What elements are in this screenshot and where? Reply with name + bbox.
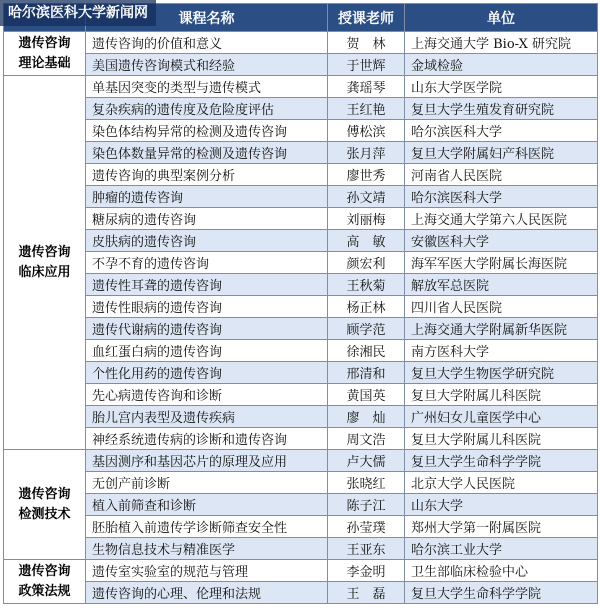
unit-cell: 哈尔滨医科大学	[405, 186, 598, 208]
table-row	[4, 362, 598, 384]
table-row	[4, 142, 598, 164]
table-row	[4, 32, 598, 54]
course-cell: 个性化用药的遗传咨询	[86, 362, 328, 384]
unit-cell: 哈尔滨工业大学	[405, 538, 598, 560]
category-label-line: 遗传咨询	[18, 35, 71, 51]
table-row	[4, 472, 598, 494]
table-row	[4, 120, 598, 142]
table-row	[4, 494, 598, 516]
category-label-line: 政策法规	[18, 583, 71, 599]
category-label-line: 遗传咨询	[18, 563, 71, 579]
teacher-cell: 孙文靖	[328, 186, 405, 208]
unit-cell: 复旦大学生物医学研究院	[405, 362, 598, 384]
course-cell: 遗传室实验室的规范与管理	[86, 560, 328, 582]
teacher-cell: 王亚东	[328, 538, 405, 560]
unit-cell: 安徽医科大学	[405, 230, 598, 252]
course-cell: 复杂疾病的遗传度及危险度评估	[86, 98, 328, 120]
teacher-cell: 刘丽梅	[328, 208, 405, 230]
course-table	[3, 3, 598, 604]
teacher-cell: 王秋菊	[328, 274, 405, 296]
unit-cell: 金域检验	[405, 54, 598, 76]
course-cell: 血红蛋白病的遗传咨询	[86, 340, 328, 362]
course-cell: 胎儿宫内表型及遗传疾病	[86, 406, 328, 428]
teacher-cell: 龚瑶琴	[328, 76, 405, 98]
category-cell	[4, 32, 86, 76]
teacher-cell: 李金明	[328, 560, 405, 582]
teacher-cell: 廖 灿	[328, 406, 405, 428]
unit-cell: 复旦大学生命科学学院	[405, 582, 598, 604]
teacher-cell: 贺 林	[328, 32, 405, 54]
unit-cell: 复旦大学生命科学学院	[405, 450, 598, 472]
unit-cell: 海军军医大学附属长海医院	[405, 252, 598, 274]
table-row	[4, 54, 598, 76]
course-cell: 不孕不育的遗传咨询	[86, 252, 328, 274]
course-cell: 神经系统遗传病的诊断和遗传咨询	[86, 428, 328, 450]
table-row	[4, 208, 598, 230]
table-row	[4, 582, 598, 604]
course-cell: 无创产前诊断	[86, 472, 328, 494]
course-cell: 皮肤病的遗传咨询	[86, 230, 328, 252]
course-cell: 肿瘤的遗传咨询	[86, 186, 328, 208]
teacher-cell: 张月萍	[328, 142, 405, 164]
teacher-cell: 杨正林	[328, 296, 405, 318]
header-course: 课程名称	[86, 4, 328, 32]
unit-cell: 复旦大学生殖发育研究院	[405, 98, 598, 120]
unit-cell: 上海交通大学第六人民医院	[405, 208, 598, 230]
teacher-cell: 周文浩	[328, 428, 405, 450]
course-cell: 糖尿病的遗传咨询	[86, 208, 328, 230]
unit-cell: 复旦大学附属儿科医院	[405, 384, 598, 406]
table-body	[4, 32, 598, 604]
teacher-cell: 王 磊	[328, 582, 405, 604]
teacher-cell: 颜宏利	[328, 252, 405, 274]
course-cell: 遗传性眼病的遗传咨询	[86, 296, 328, 318]
teacher-cell: 陈子江	[328, 494, 405, 516]
table-row	[4, 428, 598, 450]
unit-cell: 北京大学人民医院	[405, 472, 598, 494]
course-cell: 美国遗传咨询模式和经验	[86, 54, 328, 76]
table-row	[4, 230, 598, 252]
unit-cell: 四川省人民医院	[405, 296, 598, 318]
category-cell	[4, 450, 86, 560]
teacher-cell: 卢大儒	[328, 450, 405, 472]
teacher-cell: 黄国英	[328, 384, 405, 406]
teacher-cell: 徐湘民	[328, 340, 405, 362]
header-unit: 单位	[405, 4, 598, 32]
unit-cell: 复旦大学附属儿科医院	[405, 428, 598, 450]
course-cell: 生物信息技术与精准医学	[86, 538, 328, 560]
table-row	[4, 384, 598, 406]
teacher-cell: 王红艳	[328, 98, 405, 120]
unit-cell: 郑州大学第一附属医院	[405, 516, 598, 538]
teacher-cell: 孙莹璞	[328, 516, 405, 538]
teacher-cell: 廖世秀	[328, 164, 405, 186]
category-label-line: 临床应用	[18, 264, 71, 280]
table-row	[4, 340, 598, 362]
unit-cell: 山东大学医学院	[405, 76, 598, 98]
table-row	[4, 252, 598, 274]
table-row	[4, 164, 598, 186]
table-row	[4, 76, 598, 98]
table-row	[4, 274, 598, 296]
source-watermark: 哈尔滨医科大学新闻网	[0, 0, 156, 26]
course-cell: 先心病遗传咨询和诊断	[86, 384, 328, 406]
teacher-cell: 于世辉	[328, 54, 405, 76]
category-label-line: 理论基础	[18, 55, 71, 71]
category-label-line: 遗传咨询	[18, 486, 71, 502]
category-cell	[4, 76, 86, 450]
table-row	[4, 406, 598, 428]
unit-cell: 南方医科大学	[405, 340, 598, 362]
course-cell: 遗传咨询的价值和意义	[86, 32, 328, 54]
unit-cell: 复旦大学附属妇产科医院	[405, 142, 598, 164]
unit-cell: 卫生部临床检验中心	[405, 560, 598, 582]
teacher-cell: 高 敏	[328, 230, 405, 252]
category-cell	[4, 560, 86, 604]
table-row	[4, 318, 598, 340]
course-cell: 遗传代谢病的遗传咨询	[86, 318, 328, 340]
course-cell: 染色体数量异常的检测及遗传咨询	[86, 142, 328, 164]
course-cell: 胚胎植入前遗传学诊断筛查安全性	[86, 516, 328, 538]
unit-cell: 山东大学	[405, 494, 598, 516]
table-row	[4, 538, 598, 560]
course-cell: 遗传咨询的典型案例分析	[86, 164, 328, 186]
teacher-cell: 顾学范	[328, 318, 405, 340]
teacher-cell: 傅松滨	[328, 120, 405, 142]
course-cell: 遗传咨询的心理、伦理和法规	[86, 582, 328, 604]
table-row	[4, 296, 598, 318]
course-cell: 植入前筛查和诊断	[86, 494, 328, 516]
course-cell: 遗传性耳聋的遗传咨询	[86, 274, 328, 296]
course-cell: 单基因突变的类型与遗传模式	[86, 76, 328, 98]
unit-cell: 广州妇女儿童医学中心	[405, 406, 598, 428]
table-row	[4, 186, 598, 208]
category-label-line: 遗传咨询	[18, 244, 71, 260]
course-cell: 基因测序和基因芯片的原理及应用	[86, 450, 328, 472]
unit-cell: 河南省人民医院	[405, 164, 598, 186]
unit-cell: 哈尔滨医科大学	[405, 120, 598, 142]
teacher-cell: 张晓红	[328, 472, 405, 494]
table-row	[4, 450, 598, 472]
table-row	[4, 560, 598, 582]
unit-cell: 上海交通大学 Bio-X 研究院	[405, 32, 598, 54]
header-teacher: 授课老师	[328, 4, 405, 32]
table-row	[4, 98, 598, 120]
table-row	[4, 516, 598, 538]
teacher-cell: 邢清和	[328, 362, 405, 384]
category-label-line: 检测技术	[18, 506, 71, 522]
unit-cell: 上海交通大学附属新华医院	[405, 318, 598, 340]
course-cell: 染色体结构异常的检测及遗传咨询	[86, 120, 328, 142]
unit-cell: 解放军总医院	[405, 274, 598, 296]
